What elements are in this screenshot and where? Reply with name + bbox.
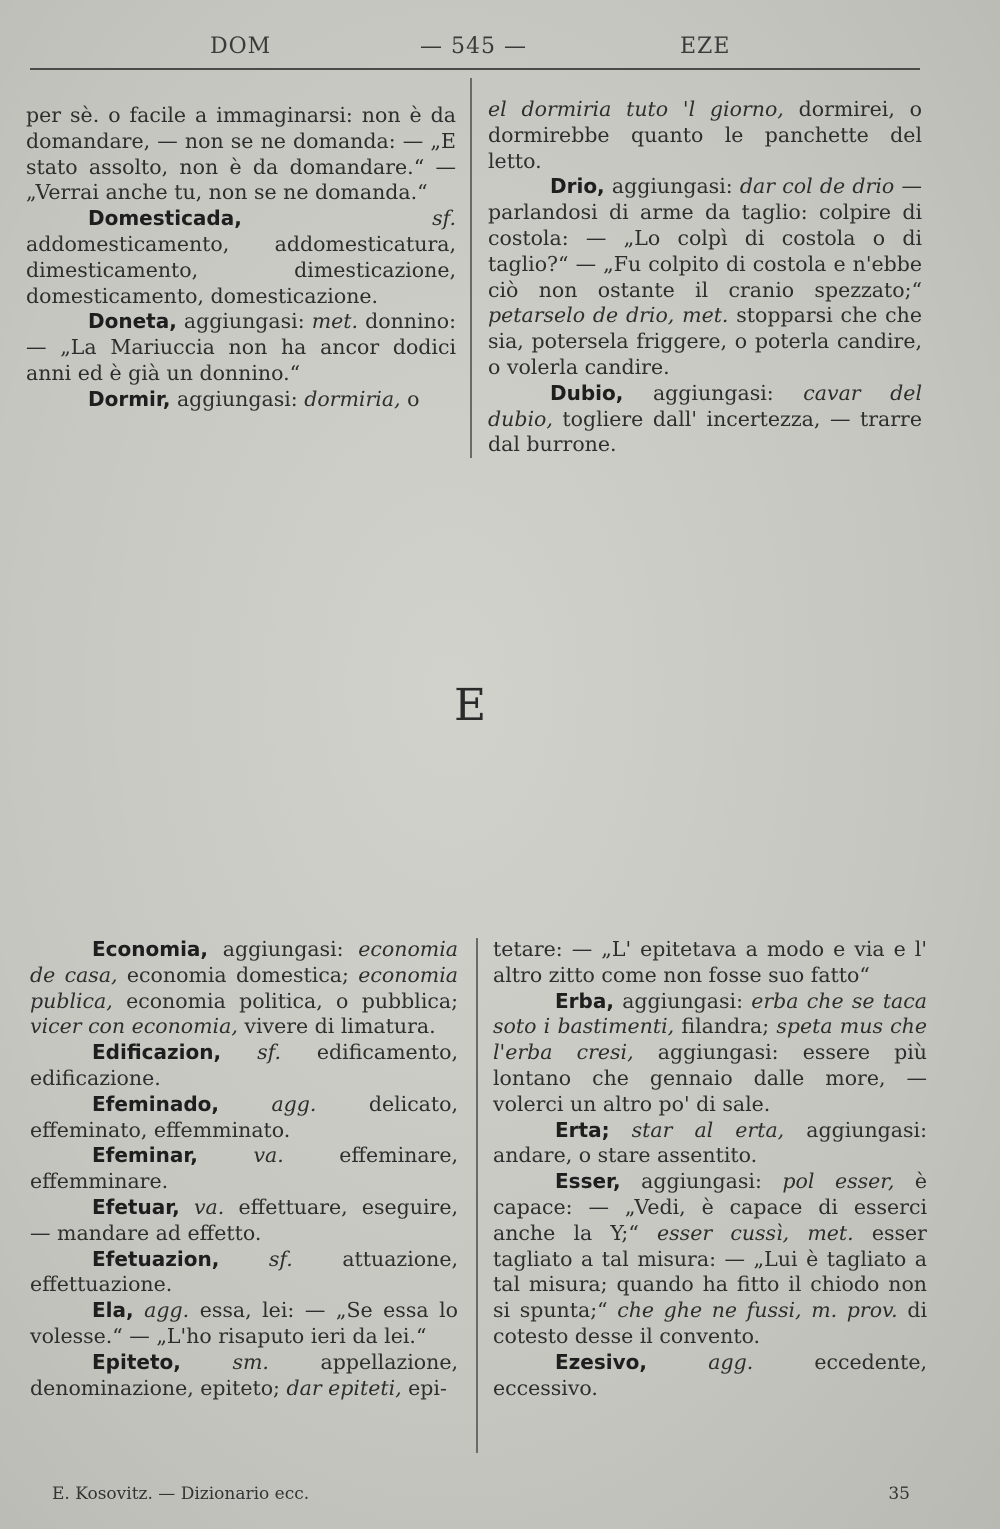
headword: Ela, bbox=[92, 1298, 134, 1323]
entry-dubio: Dubio, aggiungasi: cavar del dubio, togliere dall' incertezza, — trarre dal burrone. bbox=[488, 380, 922, 457]
entry-continuation: el dormiria tuto 'l giorno, dormirei, o dormirebbe quanto le panchette del letto. bbox=[488, 97, 923, 173]
headword: Efeminado, bbox=[92, 1091, 220, 1116]
headword: Erba, bbox=[555, 988, 614, 1013]
headword: Efetuazion, bbox=[92, 1246, 220, 1271]
headword: Drio, bbox=[550, 174, 605, 199]
headword: Efetuar, bbox=[92, 1194, 180, 1219]
entry-efeminado: Efeminado, agg. delicato, effeminato, effemminato. bbox=[30, 1091, 458, 1142]
entry-doneta: Doneta, aggiungasi: met. donnino: — „La Mariuccia non ha ancor dodici anni ed è già un donnino.“ bbox=[26, 309, 456, 385]
column-divider-bottom bbox=[476, 938, 478, 1453]
entry-efetuar: Efetuar, va. effettuare, eseguire, — mandare ad effetto. bbox=[30, 1194, 458, 1245]
entry-drio: Drio, aggiungasi: dar col de drio — parlandosi di arme da taglio: colpire di costola: — „Lo colpì di costola o di taglio?“ — „Fu colpito di costola e n'ebbe ciò non ostante il cranio spezzato;“ petarselo de drio, met. stopparsi che che sia, potersela friggere, o poterla candire, o volerla candire. bbox=[488, 174, 923, 379]
entry-continuation: per sè. o facile a immaginarsi: non è da domandare, — non se ne domanda: — „E stato assolto, non è da domandare.“ — „Verrai anche tu, non se ne domanda.“ bbox=[26, 103, 456, 205]
page-footer bbox=[52, 1484, 922, 1504]
headword: Ezesivo, bbox=[555, 1349, 648, 1374]
header-left-guide-word: DOM bbox=[210, 34, 272, 59]
headword: Dubio, bbox=[550, 380, 624, 405]
column-top-left bbox=[26, 103, 456, 413]
entry-ezesivo: Ezesivo, agg. eccedente, eccessivo. bbox=[493, 1349, 927, 1400]
entry-erta: Erta; star al erta, aggiungasi: andare, o stare assentito. bbox=[493, 1117, 928, 1168]
headword: Efeminar, bbox=[92, 1143, 198, 1168]
section-letter: E bbox=[454, 680, 487, 731]
column-top-right bbox=[488, 97, 922, 458]
headword: Doneta, bbox=[88, 309, 177, 334]
entry-dormir: Dormir, aggiungasi: dormiria, o bbox=[88, 386, 420, 411]
signature-number: 35 bbox=[888, 1484, 910, 1504]
entry-economia: Economia, aggiungasi: economia de casa, economia domestica; economia publica, economia politica, o pubblica; vicer con economia, vivere di limatura. bbox=[30, 937, 458, 1039]
entry-epiteto: Epiteto, sm. appellazione, denominazione, epiteto; dar epiteti, epi- bbox=[30, 1349, 458, 1400]
headword: Epiteto, bbox=[92, 1349, 181, 1374]
entry-continuation: tetare: — „L' epitetava a modo e via e l' altro zitto come non fosse suo fatto“ bbox=[493, 937, 927, 987]
headword: Esser, bbox=[555, 1169, 621, 1194]
entry-esser: Esser, aggiungasi: pol esser, è capace: — „Vedi, è capace di esserci anche la Y;“ esser cussì, met. esser tagliato a tal misura: — „Lui è tagliato a tal misura; quando ha fitto il chiodo non si spunta;“ che ghe ne fussi, m. prov. di cotesto desse il convento. bbox=[493, 1169, 928, 1348]
column-bottom-right bbox=[493, 937, 927, 1401]
entry-domesticada: Domesticada, sf. addomesticamento, addomesticatura, dimesticamento, dimesticazione, domesticamento, domesticazione. bbox=[26, 206, 456, 308]
footer-signature: E. Kosovitz. — Dizionario ecc. bbox=[52, 1484, 310, 1504]
headword: Dormir, bbox=[88, 386, 171, 411]
entry-efetuazion: Efetuazion, sf. attuazione, effettuazione. bbox=[30, 1246, 458, 1297]
headword: Erta; bbox=[555, 1117, 610, 1142]
column-divider-top bbox=[470, 78, 472, 458]
headword: Economia, bbox=[92, 937, 209, 961]
entry-erba: Erba, aggiungasi: erba che se taca soto i bastimenti, filandra; speta mus che l'erba cresi, aggiungasi: essere più lontano che gennaio dalle more, — volerci un altro po' di sale. bbox=[493, 988, 927, 1116]
entry-ela: Ela, agg. essa, lei: — „Se essa lo volesse.“ — „L'ho risaputo ieri da lei.“ bbox=[30, 1298, 458, 1348]
page-number-header: — 545 — bbox=[420, 34, 527, 59]
entry-efeminar: Efeminar, va. effeminare, effemminare. bbox=[30, 1143, 458, 1194]
header-right-guide-word: EZE bbox=[680, 34, 731, 59]
column-bottom-left bbox=[30, 937, 458, 1401]
header-rule bbox=[30, 68, 920, 70]
running-header bbox=[30, 34, 920, 70]
headword: Edificazion, bbox=[92, 1040, 222, 1065]
entry-edificazion: Edificazion, sf. edificamento, edificazione. bbox=[30, 1040, 458, 1090]
headword: Domesticada, bbox=[88, 206, 242, 231]
